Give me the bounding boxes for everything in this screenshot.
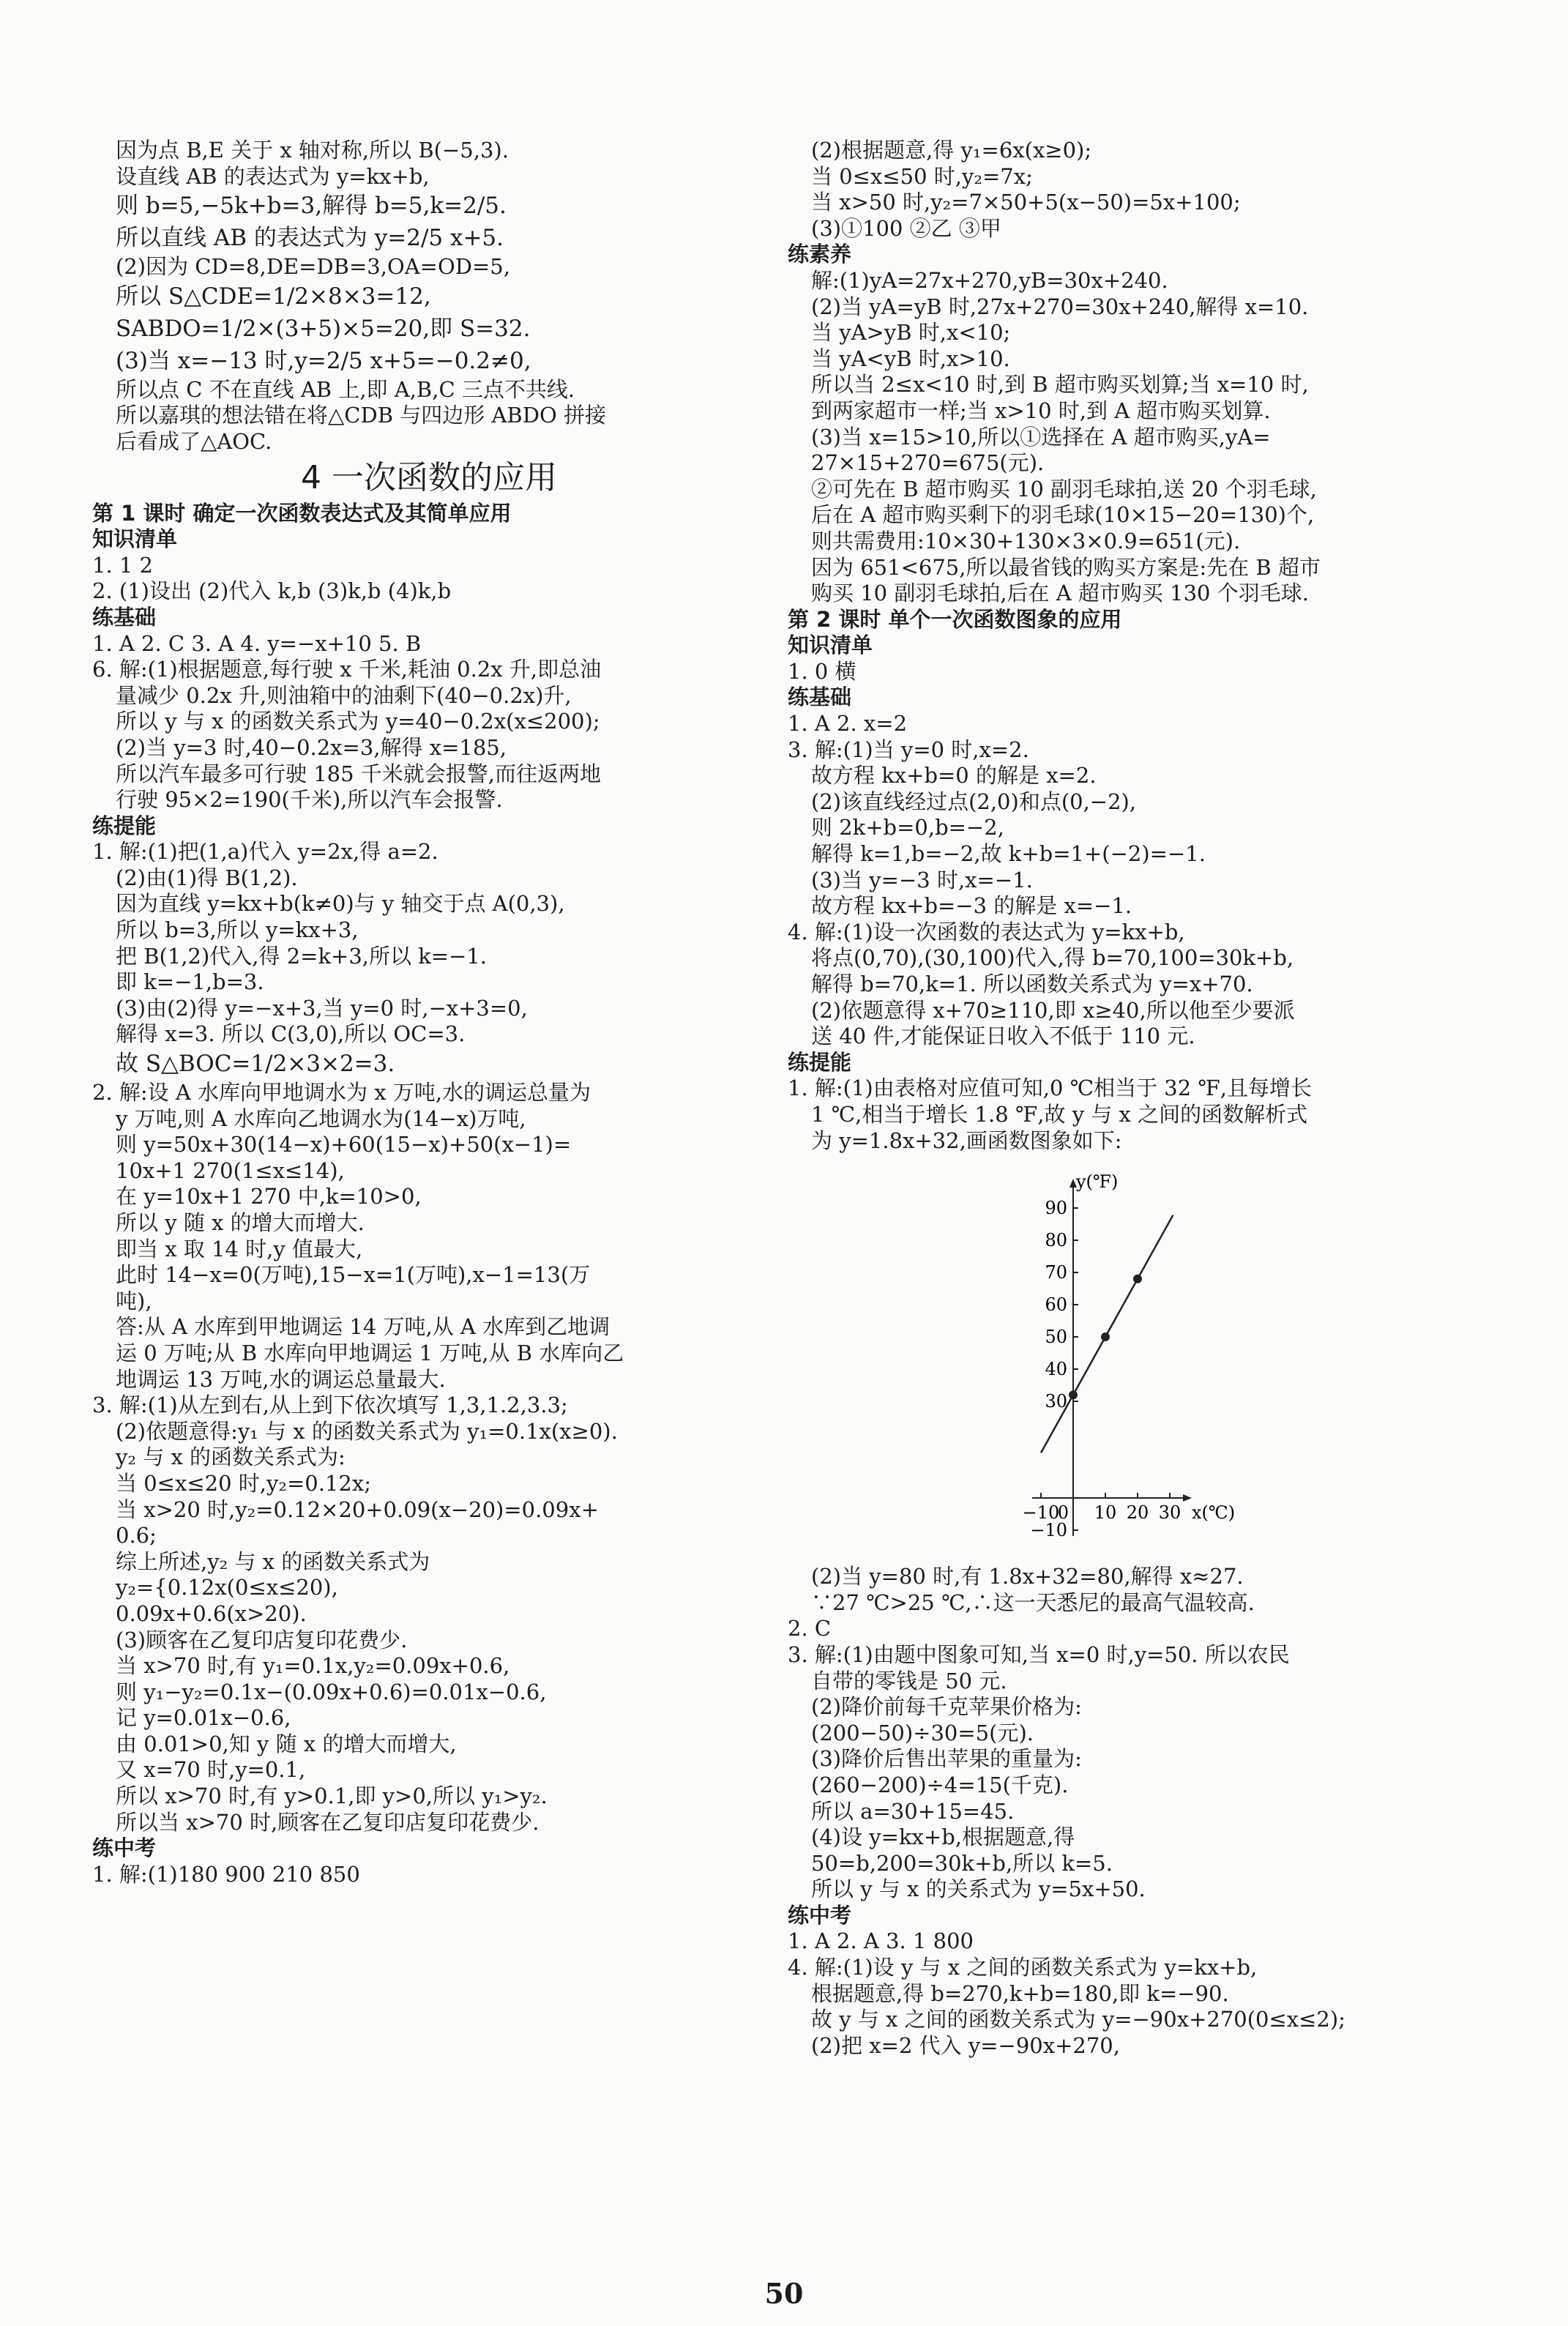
text-line: 10x+1 270(1≤x≤14), — [116, 1158, 345, 1183]
text-line: (3)①100 ②乙 ③甲 — [811, 215, 1001, 241]
section-heading: 练基础 — [92, 604, 157, 630]
text-line: 0.6; — [116, 1523, 157, 1548]
text-line: 2. 解:设 A 水库向甲地调水为 x 万吨,水的调运总量为 — [92, 1080, 591, 1106]
section-heading: 第 2 课时 单个一次函数图象的应用 — [788, 606, 1122, 632]
text-line: y 万吨,则 A 水库向乙地调水为(14−x)万吨, — [116, 1106, 526, 1131]
text-line: 自带的零钱是 50 元. — [811, 1668, 1007, 1693]
text-line: 1. A 2. A 3. 1 800 — [788, 1928, 974, 1954]
text-line: 1. 1 2 — [92, 552, 154, 578]
y-tick-label: 60 — [1045, 1294, 1067, 1316]
text-line: 解:(1)yA=27x+270,yB=30x+240. — [811, 267, 1168, 293]
data-point — [1069, 1390, 1078, 1399]
text-line: (2)降价前每千克苹果价格为: — [811, 1694, 1082, 1720]
data-point — [1101, 1332, 1110, 1341]
y-tick-label: 90 — [1045, 1198, 1067, 1219]
text-line: 解得 b=70,k=1. 所以函数关系式为 y=x+70. — [811, 972, 1253, 996]
text-line: 因为直线 y=kx+b(k≠0)与 y 轴交于点 A(0,3), — [116, 891, 565, 917]
text-line: 故 S△BOC=1/2×3×2=3. — [116, 1051, 395, 1078]
text-line: 即 k=−1,b=3. — [116, 969, 264, 995]
text-line: 1. 解:(1)180 900 210 850 — [92, 1861, 360, 1887]
text-line: 所以嘉琪的想法错在将△CDB 与四边形 ABDO 拼接 — [116, 403, 606, 428]
text-line: 为 y=1.8x+32,画函数图象如下: — [811, 1127, 1122, 1153]
text-line: 到两家超市一样;当 x>10 时,到 A 超市购买划算. — [811, 398, 1271, 423]
text-line: (4)设 y=kx+b,根据题意,得 — [811, 1824, 1075, 1850]
text-line: 故方程 kx+b=0 的解是 x=2. — [811, 763, 1097, 789]
text-line: 1. A 2. x=2 — [788, 711, 908, 737]
section-heading: 练提能 — [92, 813, 157, 838]
chart-box — [788, 1154, 1476, 1564]
text-line: 2. C — [788, 1616, 832, 1641]
text-line: 1. A 2. C 3. A 4. y=−x+10 5. B — [92, 630, 422, 656]
y-tick-label: 40 — [1045, 1359, 1067, 1380]
right-column-bottom — [788, 1564, 1476, 2059]
text-line: (2)当 y=80 时,有 1.8x+32=80,解得 x≈27. — [811, 1564, 1244, 1589]
text-line: 即当 x 取 14 时,y 值最大, — [116, 1236, 363, 1261]
section-heading: 练中考 — [788, 1902, 852, 1928]
text-line: 4. 解:(1)设一次函数的表达式为 y=kx+b, — [788, 919, 1185, 944]
text-line: 3. 解:(1)由题中图象可知,当 x=0 时,y=50. 所以农民 — [788, 1641, 1290, 1667]
text-line: 设直线 AB 的表达式为 y=kx+b, — [116, 163, 430, 189]
text-line: y₂={0.12x(0≤x≤20), — [116, 1575, 338, 1600]
text-line: 所以 x>70 时,有 y>0.1,即 y>0,所以 y₁>y₂. — [116, 1783, 548, 1809]
section-heading: 练中考 — [92, 1835, 157, 1861]
text-line: 将点(0,70),(30,100)代入,得 b=70,100=30k+b, — [811, 945, 1294, 971]
text-line: 27×15+270=675(元). — [811, 450, 1045, 476]
text-line: 1. 解:(1)由表格对应值可知,0 ℃相当于 32 ℉,且每增长 — [788, 1076, 1312, 1101]
text-line: ②可先在 B 超市购买 10 副羽毛球拍,送 20 个羽毛球, — [811, 476, 1317, 502]
section-heading: 练基础 — [788, 685, 852, 710]
origin-label: 0 — [1057, 1502, 1069, 1524]
text-line: 解得 k=1,b=−2,故 k+b=1+(−2)=−1. — [811, 841, 1206, 867]
text-line: (3)当 x=15>10,所以①选择在 A 超市购买,yA= — [811, 424, 1271, 450]
text-line: 把 B(1,2)代入,得 2=k+3,所以 k=−1. — [116, 943, 488, 969]
temperature-chart — [1007, 1154, 1256, 1564]
text-line: 2. (1)设出 (2)代入 k,b (3)k,b (4)k,b — [92, 578, 452, 604]
text-line: (2)根据题意,得 y₁=6x(x≥0); — [811, 138, 1092, 163]
text-line: 因为 651<675,所以最省钱的购买方案是:先在 B 超市 — [811, 554, 1321, 580]
text-line: 所以 y 与 x 的函数关系式为 y=40−0.2x(x≤200); — [116, 709, 600, 734]
text-line: 当 0≤x≤50 时,y₂=7x; — [811, 163, 1033, 189]
text-line: 故方程 kx+b=−3 的解是 x=−1. — [811, 893, 1132, 919]
text-line: 50=b,200=30k+b,所以 k=5. — [811, 1850, 1113, 1876]
text-line: 当 x>50 时,y₂=7×50+5(x−50)=5x+100; — [811, 190, 1241, 215]
text-line: 当 yA>yB 时,x<10; — [811, 320, 1011, 346]
text-line: 6. 解:(1)根据题意,每行驶 x 千米,耗油 0.2x 升,即总油 — [92, 657, 602, 682]
y-tick-label: 70 — [1045, 1262, 1067, 1283]
text-line: 购买 10 副羽毛球拍,后在 A 超市购买 130 个羽毛球. — [811, 581, 1309, 606]
y-tick-label: 30 — [1045, 1391, 1067, 1412]
section-heading: 知识清单 — [92, 526, 178, 552]
text-line: 1. 0 横 — [788, 658, 856, 684]
page-number: 50 — [764, 2277, 804, 2310]
text-line: (2)由(1)得 B(1,2). — [116, 865, 298, 890]
text-line: (3)由(2)得 y=−x+3,当 y=0 时,−x+3=0, — [116, 995, 528, 1021]
text-line: 3. 解:(1)从左到右,从上到下依次填写 1,3,1.2,3.3; — [92, 1393, 568, 1418]
text-line: (2)依题意得:y₁ 与 x 的函数关系式为 y₁=0.1x(x≥0). — [116, 1418, 618, 1444]
text-line: 所以 y 随 x 的增大而增大. — [116, 1210, 365, 1235]
x-tick-label: 20 — [1126, 1502, 1149, 1524]
text-line: y₂ 与 x 的函数关系式为: — [116, 1445, 346, 1470]
text-line: 吨), — [116, 1288, 152, 1313]
text-line: 则 2k+b=0,b=−2, — [811, 815, 1004, 840]
text-line: 4. 解:(1)设 y 与 x 之间的函数关系式为 y=kx+b, — [788, 1955, 1258, 1980]
chapter-title: 4 一次函数的应用 — [301, 458, 557, 496]
y-tick-label: 50 — [1045, 1327, 1067, 1348]
text-line: 1 ℃,相当于增长 1.8 ℉,故 y 与 x 之间的函数解析式 — [811, 1101, 1308, 1127]
text-line: 送 40 件,才能保证日收入不低于 110 元. — [811, 1024, 1195, 1049]
text-line: (2)当 yA=yB 时,27x+270=30x+240,解得 x=10. — [811, 294, 1309, 319]
text-line: 行驶 95×2=190(千米),所以汽车会报警. — [116, 787, 503, 813]
text-line: 当 yA<yB 时,x>10. — [811, 346, 1010, 371]
data-point — [1133, 1275, 1142, 1283]
text-line: (2)该直线经过点(2,0)和点(0,−2), — [811, 789, 1137, 814]
text-line: 在 y=10x+1 270 中,k=10>0, — [116, 1184, 422, 1209]
text-line: 当 x>70 时,有 y₁=0.1x,y₂=0.09x+0.6, — [116, 1653, 510, 1679]
section-heading: 第 1 课时 确定一次函数表达式及其简单应用 — [92, 500, 512, 526]
text-line: 故 y 与 x 之间的函数关系式为 y=−90x+270(0≤x≤2); — [811, 2007, 1345, 2032]
text-line: 0.09x+0.6(x>20). — [116, 1600, 307, 1626]
x-tick-label: 30 — [1158, 1502, 1181, 1524]
text-line: SABDO=1/2×(3+5)×5=20,即 S=32. — [116, 315, 531, 342]
text-line: 所以 y 与 x 的关系式为 y=5x+50. — [811, 1876, 1146, 1902]
text-line: 3. 解:(1)当 y=0 时,x=2. — [788, 737, 1029, 762]
x-axis-arrow — [1183, 1494, 1192, 1502]
text-line: (2)依题意得 x+70≥110,即 x≥40,所以他至少要派 — [811, 997, 1295, 1023]
text-line: 记 y=0.01x−0.6, — [116, 1705, 291, 1731]
text-line: 所以 b=3,所以 y=kx+3, — [116, 917, 359, 943]
text-line: 此时 14−x=0(万吨),15−x=1(万吨),x−1=13(万 — [116, 1262, 591, 1288]
text-line: (3)当 y=−3 时,x=−1. — [811, 867, 1033, 892]
text-line: 所以汽车最多可行驶 185 千米就会报警,而往返两地 — [116, 761, 602, 786]
text-line: 所以当 x>70 时,顾客在乙复印店复印花费少. — [116, 1809, 540, 1835]
left-column — [92, 138, 766, 1887]
y-axis-label: y(℉) — [1076, 1171, 1119, 1193]
x-axis-label: x(℃) — [1192, 1502, 1236, 1524]
text-line: 1. 解:(1)把(1,a)代入 y=2x,得 a=2. — [92, 839, 438, 865]
text-line: 当 0≤x≤20 时,y₂=0.12x; — [116, 1470, 371, 1496]
y-tick-label: −10 — [1030, 1520, 1067, 1541]
section-heading: 练提能 — [788, 1049, 852, 1075]
text-line: 解得 x=3. 所以 C(3,0),所以 OC=3. — [116, 1021, 466, 1047]
section-heading: 知识清单 — [788, 633, 873, 658]
text-line: 所以 a=30+15=45. — [811, 1798, 1015, 1824]
text-line: 运 0 万吨;从 B 水库向甲地调运 1 万吨,从 B 水库向乙 — [116, 1340, 624, 1365]
text-line: (260−200)÷4=15(千克). — [811, 1772, 1069, 1797]
text-line: 因为点 B,E 关于 x 轴对称,所以 B(−5,3). — [116, 138, 509, 163]
text-line: (3)顾客在乙复印店复印花费少. — [116, 1627, 408, 1652]
text-line: (3)当 x=−13 时,y=2/5 x+5=−0.2≠0, — [116, 347, 531, 374]
text-line: 则共需费用:10×30+130×3×0.9=651(元). — [811, 528, 1241, 553]
text-line: ∵27 ℃>25 ℃,∴这一天悉尼的最高气温较高. — [811, 1589, 1255, 1615]
text-line: 答:从 A 水库到甲地调运 14 万吨,从 A 水库到乙地调 — [116, 1314, 611, 1340]
text-line: (2)因为 CD=8,DE=DB=3,OA=OD=5, — [116, 254, 510, 280]
x-tick-label: −10 — [1022, 1502, 1060, 1524]
text-line: 则 y=50x+30(14−x)+60(15−x)+50(x−1)= — [116, 1132, 572, 1158]
text-line: (3)降价后售出苹果的重量为: — [811, 1746, 1082, 1772]
text-line: 后在 A 超市购买剩下的羽毛球(10×15−20=130)个, — [811, 502, 1315, 528]
text-line: 所以直线 AB 的表达式为 y=2/5 x+5. — [116, 225, 504, 252]
text-line: (200−50)÷30=5(元). — [811, 1720, 1034, 1745]
x-tick-label: 10 — [1094, 1502, 1117, 1524]
section-heading: 练素养 — [788, 242, 852, 267]
text-line: 量减少 0.2x 升,则油箱中的油剩下(40−0.2x)升, — [116, 682, 572, 708]
text-line: 当 x>20 时,y₂=0.12×20+0.09(x−20)=0.09x+ — [116, 1496, 599, 1522]
text-line: 根据题意,得 b=270,k+b=180,即 k=−90. — [811, 1980, 1229, 2006]
text-line: 所以点 C 不在直线 AB 上,即 A,B,C 三点不共线. — [116, 376, 575, 402]
text-line: 则 b=5,−5k+b=3,解得 b=5,k=2/5. — [116, 193, 507, 220]
text-line: 后看成了△AOC. — [116, 428, 272, 454]
text-line: 地调运 13 万吨,水的调运总量最大. — [116, 1366, 446, 1392]
y-tick-label: 80 — [1045, 1230, 1067, 1251]
text-line: 所以 S△CDE=1/2×8×3=12, — [116, 283, 431, 310]
text-line: 又 x=70 时,y=0.1, — [116, 1757, 306, 1783]
text-line: 则 y₁−y₂=0.1x−(0.09x+0.6)=0.01x−0.6, — [116, 1679, 547, 1704]
text-line: (2)当 y=3 时,40−0.2x=3,解得 x=185, — [116, 734, 507, 760]
text-line: 由 0.01>0,知 y 随 x 的增大而增大, — [116, 1731, 457, 1756]
right-column — [788, 138, 1476, 2059]
text-line: 综上所述,y₂ 与 x 的函数关系式为 — [116, 1548, 430, 1574]
text-line: (2)把 x=2 代入 y=−90x+270, — [811, 2032, 1120, 2058]
right-column-top — [788, 138, 1476, 1154]
text-line: 所以当 2≤x<10 时,到 B 超市购买划算;当 x=10 时, — [811, 372, 1309, 398]
